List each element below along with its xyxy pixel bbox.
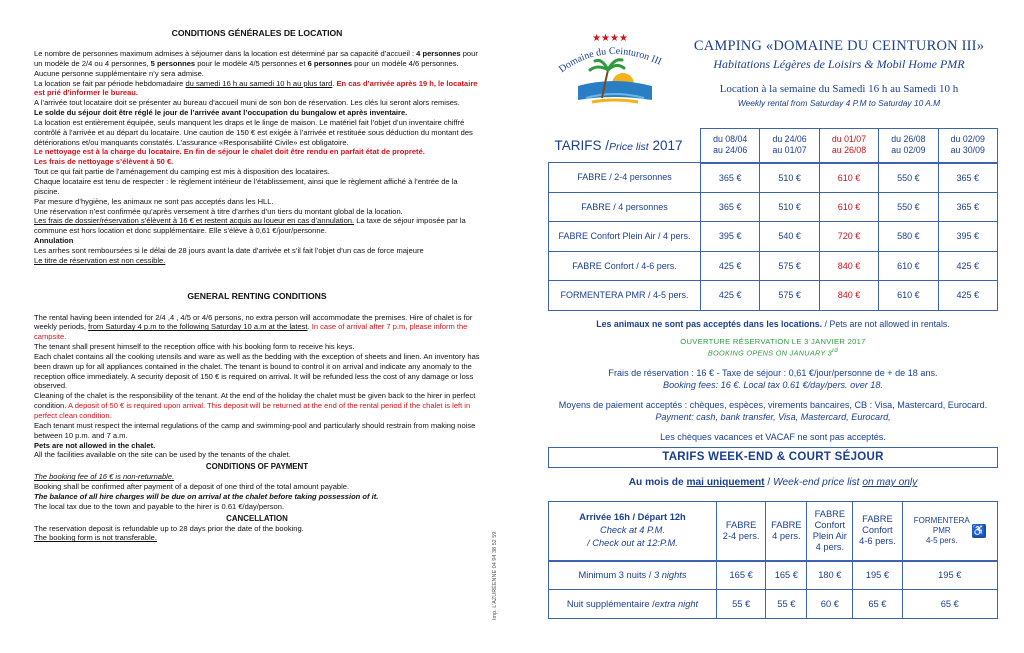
fr-cleaning-paragraph: Le nettoyage est à la charge du locataire. En fin de séjour le chalet doit être rendu en parfait état de propreté. xyxy=(34,147,425,157)
refund-note: The reservation deposit is refundable up to 28 days prior the date of the booking. xyxy=(34,523,304,533)
animals-notice: Les animaux ne sont pas acceptés dans les locations. / Pets are not allowed in rentals. xyxy=(596,319,950,329)
column-header: FABRE Confort Plein Air 4 pers. xyxy=(807,502,853,561)
weekend-price-table xyxy=(548,501,998,619)
logo-arc-text: Domaine du Ceinturon III xyxy=(556,45,664,76)
fr-arrival-paragraph: A l’arrivée tout locataire doit se présenter au bureau d’accueil muni de son bon de réservation. Les clés lui seront alors remises. xyxy=(34,98,460,108)
fr-cancellation-paragraph: Les arrhes sont remboursées si le délai de 28 jours avant la date d’arrivée et s’il fait l’objet d’un cas de force majeure xyxy=(34,245,424,255)
en-rental-paragraph: The rental having been intended for 2/4 ,4 , 4/5 or 4/6 persons, no extra person will accommodate the premises. Hire of chalet is for weekly periods, from Saturday 4 p.m to the following Saturday 10 a.m at the latest. In case of arrival after 7 p.m, please inform the campsite. xyxy=(34,312,473,342)
weekend-title: TARIFS WEEK-END & COURT SÉJOUR xyxy=(548,447,998,468)
period-header: du 26/08 au 02/09 xyxy=(879,129,938,163)
booking-fees: Frais de réservation : 16 € - Taxe de séjour : 0,61 €/jour/personne de + de 18 ans. Booking fees: 16 €. Local tax 0.61 €/day/pers. over 18. xyxy=(608,368,938,390)
cancellation-title: CANCELLATION xyxy=(226,513,288,523)
column-header: FABRE 2-4 pers. xyxy=(717,502,766,561)
fr-cleaning-fee: Les frais de nettoyage s’élèvent à 50 €. xyxy=(34,157,174,167)
booking-confirm-note: Booking shall be confirmed after payment of a deposit of one third of the total amount payable. xyxy=(34,482,350,492)
payment-methods: Moyens de paiement acceptés : chèques, espèces, virements bancaires, CB : Visa, Mastercard, Eurocard. Payment: cash, bank transfer, Visa, Mastercard, Eurocard, xyxy=(558,400,988,422)
rental-period-fr: Location à la semaine du Samedi 16 h au Samedi 10 h xyxy=(719,83,959,95)
camping-subtitle: Habitations Légères de Loisirs & Mobil Home PMR xyxy=(713,57,965,71)
column-header: FABRE Confort 4-6 pers. xyxy=(853,502,902,561)
fr-rules-paragraph: Chaque locataire est tenu de respecter : le règlement intérieur de l’établissement, ainsi que le règlement affiché à l’entrée de la piscine. xyxy=(34,176,458,196)
en-regulations-paragraph: Each tenant must respect the internal regulations of the camp and swimming-pool and particularly should restrain from making noise between 10 p.m. and 7 a.m. xyxy=(34,420,476,440)
checkin-header: Arrivée 16h / Départ 12h Check at 4 P.M. / Check out at 12:P.M. xyxy=(549,502,717,561)
local-tax-note: The local tax due to the town and payable to the hirer is 0.61 €/day/person. xyxy=(34,501,285,511)
en-pets-paragraph: Pets are not allowed in the chalet. xyxy=(34,440,156,450)
beach-icon xyxy=(592,100,638,102)
column-header: FABRE 4 pers. xyxy=(766,502,807,561)
en-cleaning-paragraph: Cleaning of the chalet is the responsibility of the tenant. At the end of the holiday the chalet must be given back to the hirer in perfect condition. A deposit of 50 € is required upon arrival. This deposit will be returned at the end of the rental period if the chalet is left in perfect clean condition. xyxy=(34,391,476,420)
period-header: du 02/09 au 30/09 xyxy=(938,129,997,163)
balance-note: The balance of all hire charges will be due on arrival at the chalet before taking possession of it. xyxy=(34,491,379,501)
fr-capacity-paragraph: Le nombre de personnes maximum admises à séjourner dans la location est déterminé par sa capacité d’accueil : 4 personnes pour un modèle de 2/4 ou 4 personnes, 5 personnes pour le modèle 4/5 personnes et 6 personnes pour un modèle 4/6 personnes. Aucune personne supplémentaire n’y sera admise. xyxy=(34,49,478,78)
booking-opening: OUVERTURE RÉSERVATION LE 3 JANVIER 2017 BOOKING OPENS ON JANUARY 3rd xyxy=(680,337,866,358)
transfer-note: The booking form is not transferable. xyxy=(34,533,157,543)
table-row: FABRE / 4 personnes 365 € 510 € 610 € 550 € 365 € xyxy=(549,192,998,222)
period-header: du 08/04 au 24/06 xyxy=(701,129,760,163)
camping-header xyxy=(680,38,998,72)
wheelchair-icon: ♿ xyxy=(971,525,986,538)
cheques-notice: Les chèques vacances et VACAF ne sont pas acceptés. xyxy=(660,432,886,442)
price-table xyxy=(548,128,998,311)
payment-conditions-title: CONDITIONS OF PAYMENT xyxy=(205,462,309,472)
fr-balance-paragraph: Le solde du séjour doit être réglé le jour de l’arrivée avant l’occupation du bungalow et après inventaire. xyxy=(34,108,408,118)
rental-period xyxy=(680,83,998,108)
period-header-high-season: du 01/07 au 26/08 xyxy=(819,129,878,163)
fr-animals-paragraph: Par mesure d’hygiène, les animaux ne sont pas acceptés dans les HLL. xyxy=(34,196,274,206)
camping-name: CAMPING «DOMAINE DU CEINTURON III» xyxy=(693,38,985,54)
fr-conditions-title: CONDITIONS GÉNÉRALES DE LOCATION xyxy=(171,28,343,38)
fr-facilities-paragraph: Tout ce qui fait partie de l’aménagement du camping est mis à disposition des locataires. xyxy=(34,167,330,177)
en-conditions-title: GENERAL RENTING CONDITIONS xyxy=(187,290,327,301)
rental-period-en: Weekly rental from Saturday 4 P.M to Saturday 10 A.M xyxy=(737,98,941,108)
fr-non-transferable: Le titre de réservation est non cessible. xyxy=(34,255,166,265)
table-row: FORMENTERA PMR / 4-5 pers. 425 € 575 € 840 € 610 € 425 € xyxy=(549,281,998,311)
period-header: du 24/06 au 01/07 xyxy=(760,129,819,163)
logo-stars: ★★★★ xyxy=(592,33,628,44)
printer-credit: Imp. L’AZURÉENNE 04 94 38 52 59 xyxy=(492,531,498,620)
table-row: Minimum 3 nuits / 3 nights 165 € 165 € 180 € 195 € 195 € xyxy=(549,561,998,590)
table-row: FABRE / 2-4 personnes 365 € 510 € 610 € 550 € 365 € xyxy=(549,163,998,193)
conditions-column xyxy=(34,28,480,543)
camping-logo xyxy=(548,28,678,108)
en-chalet-paragraph: Each chalet contains all the cooking utensils and ware as well as the bedding with the exception of sheets and linen. An inventory has been drawn up for all appliances contained in the chalet. The tenant is bound to control it on arrival and indicate any anomaly to the reception office immediately. A security deposit of 150 € is required on arrival. It will be refunded less the cost of any damage or loss observed. xyxy=(34,351,480,391)
table-row: FABRE Confort Plein Air / 4 pers. 395 € 540 € 720 € 580 € 395 € xyxy=(549,222,998,252)
table-row: Nuit supplémentaire /extra night 55 € 55 € 60 € 65 € 65 € xyxy=(549,590,998,619)
table-row: FABRE Confort / 4-6 pers. 425 € 575 € 840 € 610 € 425 € xyxy=(549,251,998,281)
fr-deposit-paragraph: Une réservation n’est confirmée qu’après versement à titre d’arrhes d’un tiers du montant global de la location. xyxy=(34,206,403,216)
price-table-title: TARIFS /Price list 2017 xyxy=(554,137,683,153)
en-facilities-paragraph: All the facilities available on the site can be used by the tenants of the chalet. xyxy=(34,450,291,460)
fr-cancellation-heading: Annulation xyxy=(34,236,74,246)
fr-equipment-paragraph: La location est entièrement équipée, seuls manquent les draps et le linge de maison. Le matériel fait l’objet d’un inventaire chiffré contrôlé à l’arrivée et au départ du locataire. Une caution de 150 € est exigée à l’arrivée et restituée sous déduction du montant des détériorations et/ou manquants constatés. L’assurance «Responsabilité Civile» est obligatoire. xyxy=(34,117,473,147)
fr-fees-paragraph: Les frais de dossier/réservation s’élèvent à 16 € et restent acquis au loueur en cas d’annulation. La taxe de séjour imposée par la commune est hors location et donc supplémentaire. Elle s’élève à 0,61 €/jour/personne. xyxy=(34,216,466,236)
weekend-subtitle: Au mois de mai uniquement / Week-end price list on may only xyxy=(628,477,918,488)
fr-weekly-paragraph: La location se fait par période hebdomadaire du samedi 16 h au samedi 10 h au plus tard. En cas d’arrivée après 19 h, le locataire est prié d’informer le bureau. xyxy=(34,78,478,98)
en-reception-paragraph: The tenant shall present himself to the reception office with his booking form to receive his keys. xyxy=(34,342,355,352)
column-header-pmr: FORMENTERA PMR 4-5 pers. ♿ xyxy=(902,502,997,561)
booking-fee-note: The booking fee of 16 € is non-returnable. xyxy=(34,472,175,482)
